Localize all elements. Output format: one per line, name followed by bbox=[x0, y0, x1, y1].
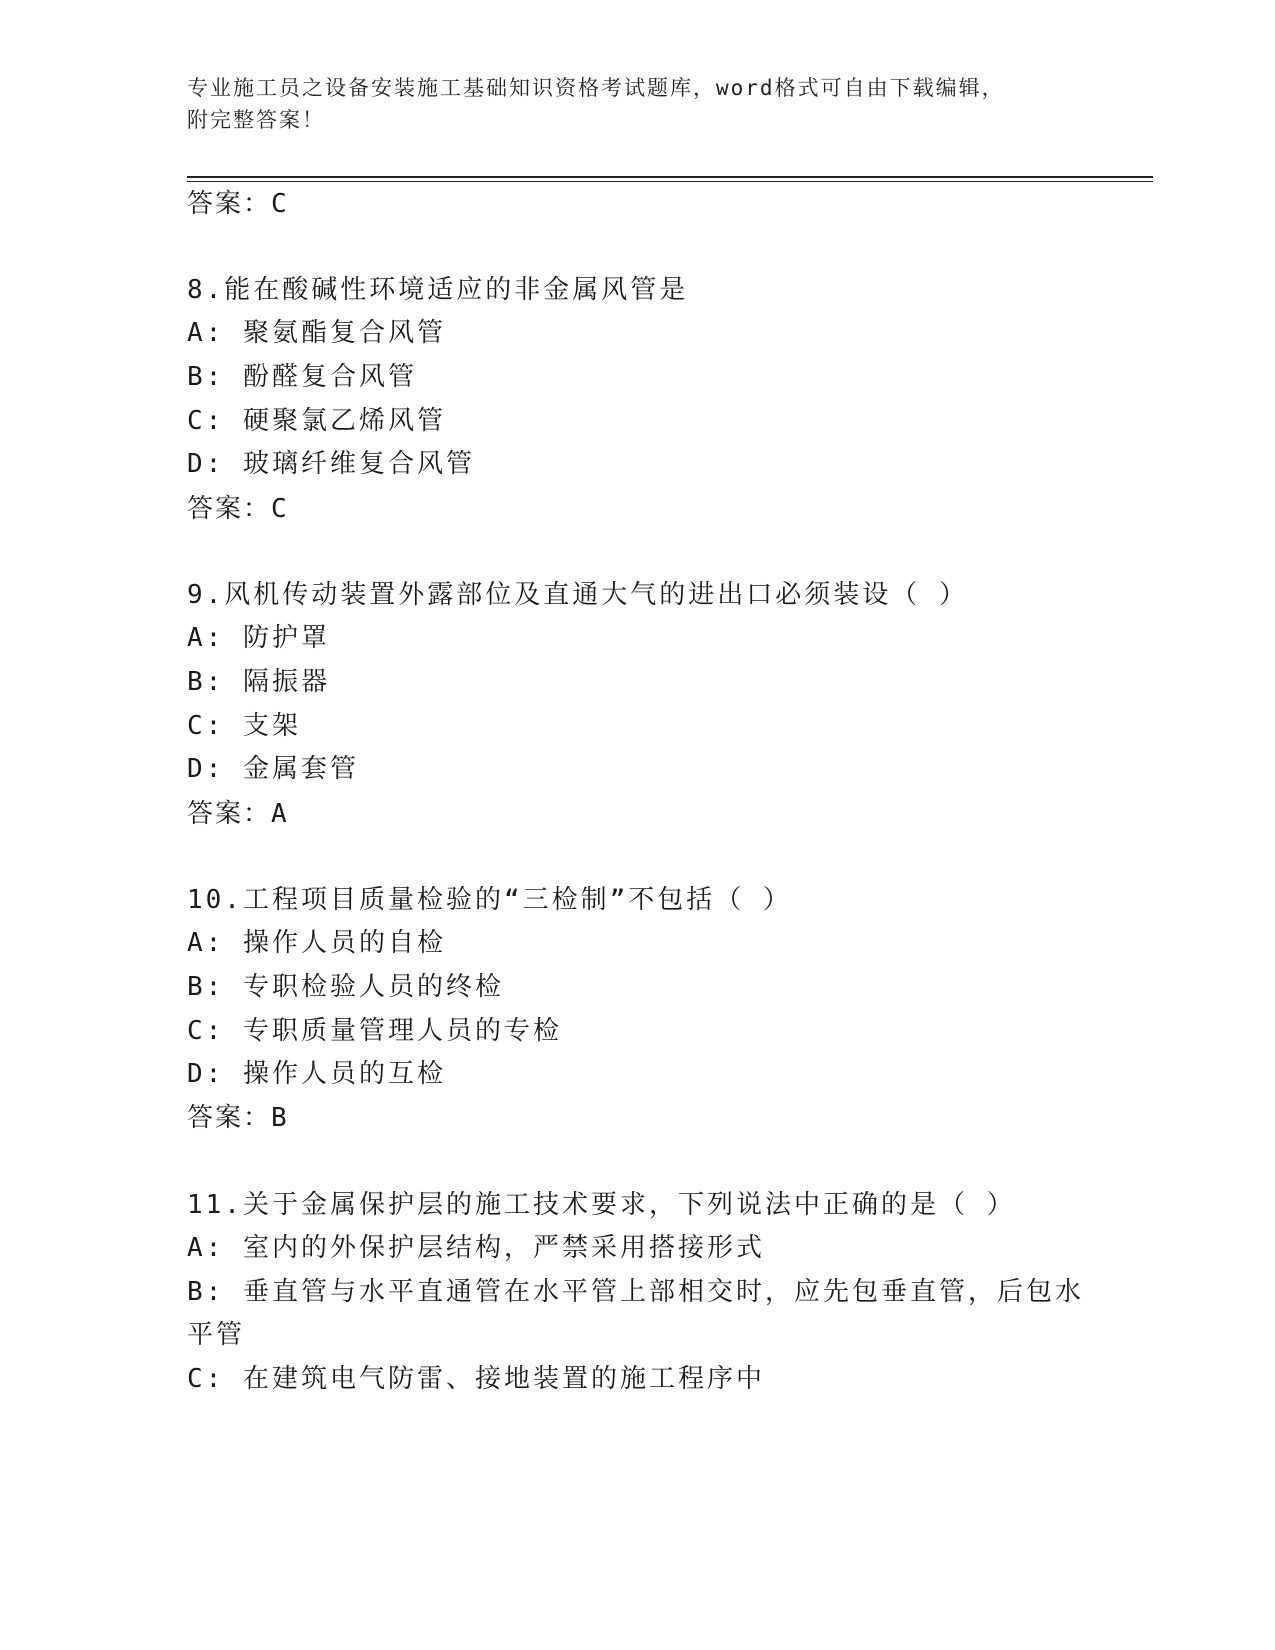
option-b: B: 酚醛复合风管 bbox=[187, 362, 417, 392]
answer-value: C bbox=[271, 494, 289, 524]
question-stem: 9.风机传动装置外露部位及直通大气的进出口必须装设（ ） bbox=[187, 580, 968, 610]
header-divider bbox=[187, 176, 1153, 178]
answer-line bbox=[187, 186, 289, 222]
option-b: B: 专职检验人员的终检 bbox=[187, 972, 504, 1002]
option-b: B: 隔振器 bbox=[187, 667, 330, 697]
answer-value: B bbox=[271, 1103, 289, 1133]
answer-line bbox=[187, 796, 289, 832]
option-d: D: 操作人员的互检 bbox=[187, 1059, 446, 1089]
header-line-1: 专业施工员之设备安装施工基础知识资格考试题库，word格式可自由下载编辑， bbox=[187, 76, 1005, 100]
option-c: C: 支架 bbox=[187, 711, 301, 741]
option-a: A: 操作人员的自检 bbox=[187, 928, 446, 958]
header-divider-thin bbox=[187, 181, 1153, 182]
option-d: D: 玻璃纤维复合风管 bbox=[187, 449, 475, 479]
option-a: A: 聚氨酯复合风管 bbox=[187, 318, 446, 348]
option-b: B: 垂直管与水平直通管在水平管上部相交时，应先包垂直管，后包水 bbox=[187, 1277, 1084, 1307]
option-c: C: 在建筑电气防雷、接地装置的施工程序中 bbox=[187, 1364, 765, 1394]
answer-label: 答案： bbox=[187, 189, 272, 219]
option-b-continued: 平管 bbox=[187, 1320, 246, 1350]
question-stem: 10.工程项目质量检验的“三检制”不包括（ ） bbox=[187, 885, 792, 915]
option-a: A: 防护罩 bbox=[187, 623, 330, 653]
answer-label: 答案： bbox=[187, 1103, 272, 1133]
option-c: C: 专职质量管理人员的专检 bbox=[187, 1016, 562, 1046]
option-a: A: 室内的外保护层结构，严禁采用搭接形式 bbox=[187, 1233, 765, 1263]
option-c: C: 硬聚氯乙烯风管 bbox=[187, 406, 446, 436]
answer-label: 答案： bbox=[187, 494, 272, 524]
answer-value: A bbox=[271, 799, 289, 829]
document-header bbox=[187, 72, 1087, 136]
question-stem: 11.关于金属保护层的施工技术要求，下列说法中正确的是（ ） bbox=[187, 1190, 1016, 1220]
answer-value: C bbox=[271, 189, 289, 219]
option-d: D: 金属套管 bbox=[187, 754, 359, 784]
question-stem: 8.能在酸碱性环境适应的非金属风管是 bbox=[187, 275, 689, 305]
answer-line bbox=[187, 491, 289, 527]
answer-line bbox=[187, 1100, 289, 1136]
header-line-2: 附完整答案！ bbox=[187, 108, 325, 132]
answer-label: 答案： bbox=[187, 799, 272, 829]
